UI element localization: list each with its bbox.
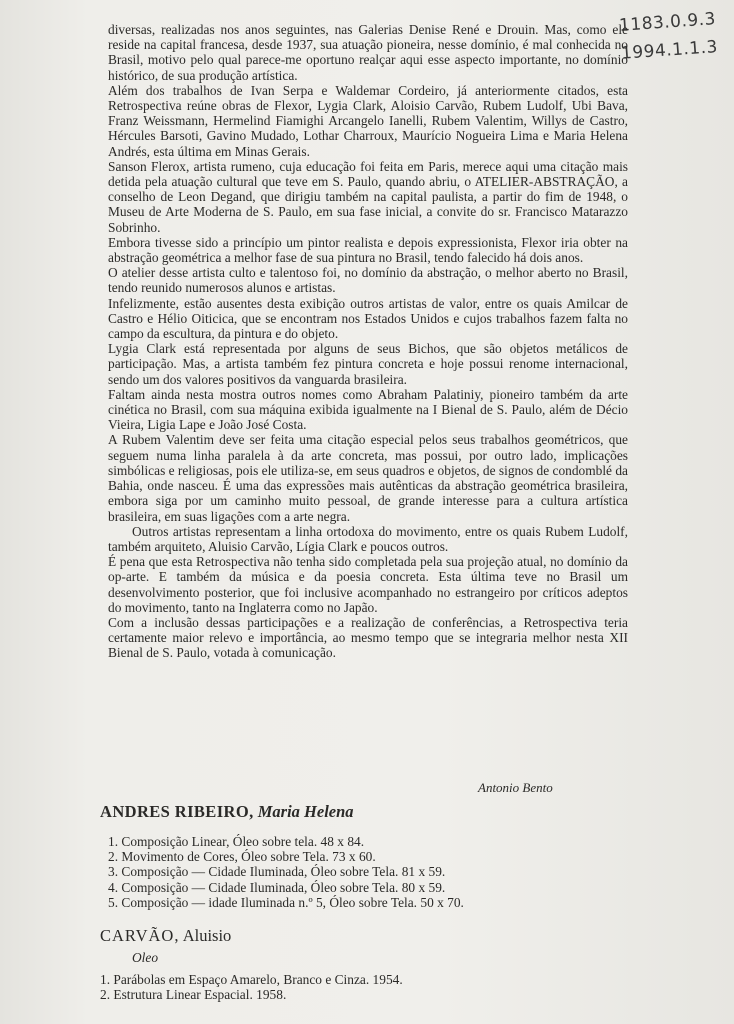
essay-paragraph: Faltam ainda nesta mostra outros nomes como Abraham Palatiniy, pioneiro também da arte cinética no Brasil, com sua máquina exibida igualmente na I Bienal de S. Paulo, além de Décio Vieira, Ligia Lape e João José Costa. (108, 386, 628, 433)
works-list (100, 972, 403, 1002)
artist-given-name: Aluisio (182, 926, 232, 945)
essay-text (108, 22, 628, 661)
work-item: 2. Estrutura Linear Espacial. 1958. (100, 987, 287, 1003)
essay-paragraph: Com a inclusão dessas participações e a realização de conferências, a Retrospectiva teria certamente maior relevo e importância, ao mesmo tempo que se integraria melhor nesta XII Bienal de S. Paulo, votada à comunicação. (108, 614, 628, 661)
artist-heading (100, 802, 354, 822)
essay-paragraph: O atelier desse artista culto e talentoso foi, no domínio da abstração, o melhor aberto no Brasil, tendo reunido numerosos alunos e artistas. (108, 265, 628, 296)
work-item: 4. Composição — Cidade Iluminada, Óleo sobre Tela. 80 x 59. (108, 879, 446, 895)
work-item: 5. Composição — idade Iluminada n.º 5, Óleo sobre Tela. 50 x 70. (108, 894, 464, 910)
artist-heading (100, 926, 231, 946)
artist-given-name: Maria Helena (257, 802, 354, 821)
handwritten-ref-line: 1183.0.9.3 (618, 9, 717, 36)
essay-paragraph: A Rubem Valentim deve ser feita uma citação especial pelos seus trabalhos geométricos, que seguem numa linha paralela à da arte concreta, mas possui, por outro lado, implicações simbólicas e religiosas, pois ele utiliza-se, em seus quadros e objetos, de signos de condomblé da Bahia, onde nasceu. É uma das expressões mais autênticas da abstração geométrica brasileira, embora siga por um caminho muito pessoal, de grande interesse para a cultura artística brasileira, em suas ligações com a arte negra. (108, 432, 628, 524)
essay-paragraph: Além dos trabalhos de Ivan Serpa e Waldemar Cordeiro, já anteriormente citados, esta Retrospectiva reúne obras de Flexor, Lygia Clark, Aloisio Carvão, Rubem Ludolf, Ubi Bava, Franz Weissmann, Hermelind Fiamighi Arcangelo Ianelli, Rubem Valentim, Willys de Castro, Hércules Barsoti, Gavino Mudado, Lothar Charroux, Maurício Nogueira Lima e Maria Helena Andrés, esta última em Minas Gerais. (108, 82, 628, 159)
work-item: 2. Movimento de Cores, Óleo sobre Tela. 73 x 60. (108, 849, 376, 865)
essay-paragraph: diversas, realizadas nos anos seguintes, nas Galerias Denise René e Drouin. Mas, como ele reside na capital francesa, desde 1937, sua atuação pioneira, nesse domínio, é mal conhecida no Brasil, motivo pelo qual parece-me oportuno realçar aqui esse aspecto importante, no domínio histórico, de sua produção artística. (108, 22, 628, 83)
artist-surname: CARVÃO, (100, 926, 180, 945)
medium-label: Oleo (132, 950, 159, 965)
work-item: 1. Composição Linear, Óleo sobre tela. 48 x 84. (108, 834, 365, 849)
essay-paragraph: Embora tivesse sido a princípio um pintor realista e depois expressionista, Flexor iria obter na abstração geométrica a melhor fase de sua pintura no Brasil, tendo falecido há dois anos. (108, 234, 628, 266)
work-item: 3. Composição — Cidade Iluminada, Óleo sobre Tela. 81 x 59. (108, 864, 446, 880)
essay-paragraph: Lygia Clark está representada por alguns de seus Bichos, que são objetos metálicos de participação. Mas, a artista também fez pintura concreta e hoje possui renome internacional, sendo um dos valores positivos da vanguarda brasileira. (108, 341, 628, 387)
handwritten-ref-line: 1994.1.1.3 (620, 37, 719, 64)
artist-surname: ANDRES RIBEIRO, (100, 802, 254, 821)
essay-paragraph: Infelizmente, estão ausentes desta exibição outros artistas de valor, entre os quais Amilcar de Castro e Hélio Oiticica, que se encontram nos Estados Unidos e cujos trabalhos fazem falta no campo da escultura, da pintura e do objeto. (108, 295, 628, 342)
handwritten-reference (618, 4, 732, 68)
essay-paragraph: É pena que esta Retrospectiva não tenha sido completada pela sua projeção atual, no domínio da op-arte. E também da música e da poesia concreta. Esta última teve no Brasil um desenvolvimento posterior, que foi inclusive acompanhado no estrangeiro por críticos adeptos do movimento, tanto na Inglaterra como no Japão. (108, 554, 628, 615)
essay-paragraph: Outros artistas representam a linha ortodoxa do movimento, entre os quais Rubem Ludolf, também arquiteto, Aluisio Carvão, Lígia Clark e poucos outros. (108, 523, 628, 554)
works-list (108, 834, 464, 910)
work-item: 1. Parábolas em Espaço Amarelo, Branco e Cinza. 1954. (100, 972, 403, 987)
essay-author: Antonio Bento (478, 780, 553, 795)
essay-paragraph: Sanson Flerox, artista rumeno, cuja educação foi feita em Paris, merece aqui uma citação mais detida pela atuação cultural que teve em S. Paulo, quando abriu, o ATELIER-ABSTRAÇÃO, a conselho de Leon Degand, que dirigiu também na capital paulista, a partir do fim de 1948, o Museu de Arte Moderna de S. Paulo, em sua fase inicial, a convite do sr. Francisco Matarazzo Sobrinho. (108, 158, 628, 235)
